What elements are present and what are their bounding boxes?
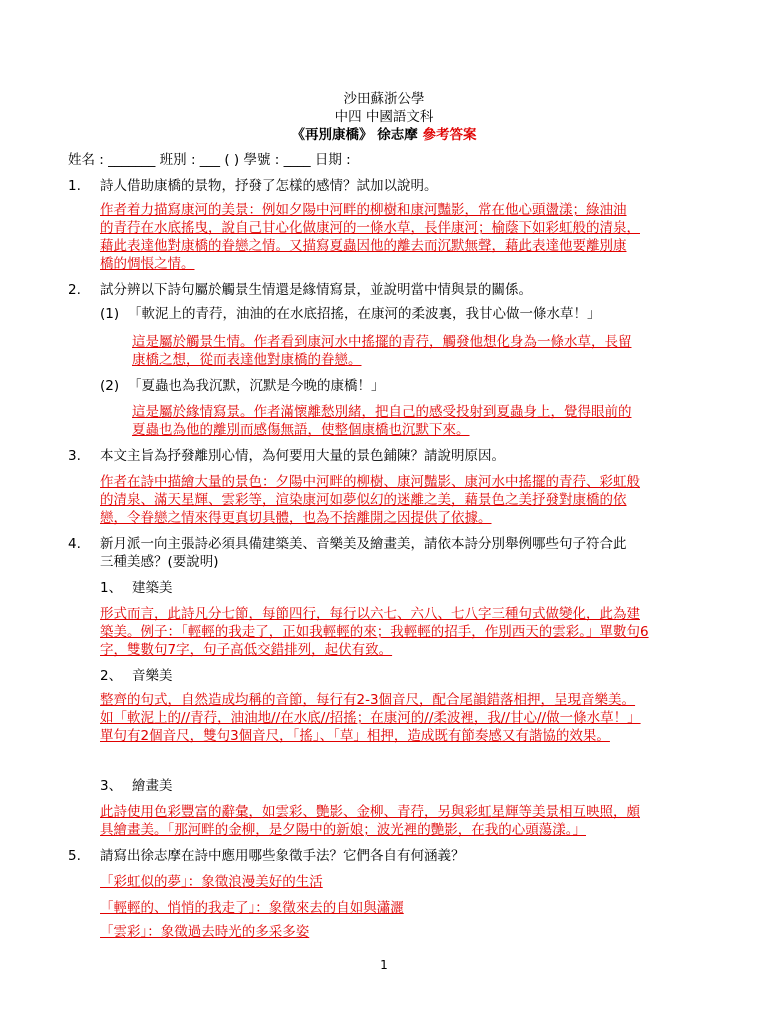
symbol-item: 「輕輕的、悄悄的我走了」：象徵來去的自如與瀟灑 <box>100 900 404 916</box>
answer-line: 戀，令眷戀之情來得更真切具體，也為不捨離開之因提供了依據。 <box>100 510 492 526</box>
document-title <box>0 126 768 144</box>
symbol-item: 「雲彩」：象徵過去時光的多采多姿 <box>100 924 310 940</box>
page-number: 1 <box>380 958 388 972</box>
sub-label: (1) <box>100 306 120 322</box>
answer-line: 如「軟泥上的//青荇，油油地//在水底//招搖；在康河的//柔波裡，我//甘心//做一條水草！」 <box>100 710 641 726</box>
student-info-line: 姓名 : _______ 班別 : ___ ( ) 學號 : ____ 日期 : <box>68 152 351 168</box>
answer-line: 康橋之想，從而表達他對康橋的眷戀。 <box>132 352 362 368</box>
answer-line: 作者在詩中描繪大量的景色：夕陽中河畔的柳樹、康河豔影、康河水中搖擺的青荇、彩虹般 <box>100 474 640 490</box>
question-number: 5. <box>68 848 81 864</box>
question-number: 3. <box>68 448 81 464</box>
question-text: 詩人借助康橋的景物，抒發了怎樣的感情？試加以說明。 <box>100 178 438 194</box>
part-label: 1、 <box>100 580 123 596</box>
answer-line: 單句有2個音尺，雙句3個音尺，「搖」、「草」相押，造成既有節奏感又有諧協的效果。 <box>100 728 610 744</box>
part-label: 2、 <box>100 668 123 684</box>
answer-line: 形式而言，此詩凡分七節，每節四行，每行以六七、六八、七八字三種句式做變化，此為建 <box>100 606 640 622</box>
question-text: 請寫出徐志摩在詩中應用哪些象徵手法？它們各自有何涵義？ <box>100 848 465 864</box>
question-text: 試分辨以下詩句屬於觸景生情還是緣情寫景，並說明當中情與景的關係。 <box>100 282 532 298</box>
answer-line: 此詩使用色彩豐富的辭彙，如雲彩、艷影、金柳、青荇，另與彩虹星輝等美景相互映照，頗 <box>100 804 640 820</box>
question-text: 本文主旨為抒發離別心情，為何要用大量的景色鋪陳？請說明原因。 <box>100 448 505 464</box>
answer-line: 這是屬於緣情寫景。作者滿懷離愁別緒，把自己的感受投射到夏蟲身上，覺得眼前的 <box>132 404 632 420</box>
part-name: 建築美 <box>132 580 173 596</box>
answer-line: 字，雙數句7字，句子高低交錯排列，起伏有致。 <box>100 642 393 658</box>
question-text: 三種美感？(要說明) <box>100 554 219 570</box>
school-name: 沙田蘇浙公學 <box>343 91 425 107</box>
question-number: 1. <box>68 178 81 194</box>
sub-label: (2) <box>100 378 120 394</box>
answer-line: 的青荇在水底搖曳，說自己甘心化做康河的一條水草，長伴康河；榆蔭下如彩虹般的清泉， <box>100 220 640 236</box>
poem-title: 《再別康橋》 徐志摩 <box>291 127 418 143</box>
answer-key-tag: 參考答案 <box>422 127 477 143</box>
answer-line: 夏蟲也為他的離別而感傷無語，使整個康橋也沉默下來。 <box>132 422 470 438</box>
answer-line: 藉此表達他對康橋的眷戀之情。又描寫夏蟲因他的離去而沉默無聲，藉此表達他要離別康 <box>100 238 627 254</box>
subject-line: 中四 中國語文科 <box>334 109 434 125</box>
answer-line: 橋的惆悵之情。 <box>100 256 195 272</box>
symbol-item: 「彩虹似的夢」：象徵浪漫美好的生活 <box>100 874 323 890</box>
question-number: 4. <box>68 536 81 552</box>
answer-line: 整齊的句式，自然造成均稱的音節，每行有2-3個音尺，配合尾韻錯落相押，呈現音樂美。 <box>100 692 636 708</box>
question-text: 新月派一向主張詩必須具備建築美、音樂美及繪畫美，請依本詩分別舉例哪些句子符合此 <box>100 536 627 552</box>
answer-line: 這是屬於觸景生情。作者看到康河水中搖擺的青荇，觸發他想化身為一條水草，長留 <box>132 334 632 350</box>
answer-line: 的清泉、滿天星輝、雲彩等，渲染康河如夢似幻的迷離之美，藉景色之美抒發對康橋的依 <box>100 492 627 508</box>
answer-line: 具繪畫美。「那河畔的金柳，是夕陽中的新娘；波光裡的艷影，在我的心頭蕩漾。」 <box>100 822 586 838</box>
sub-quote: 「軟泥上的青荇，油油的在水底招搖，在康河的柔波裏，我甘心做一條水草！」 <box>128 306 601 322</box>
part-label: 3、 <box>100 778 123 794</box>
sub-quote: 「夏蟲也為我沉默，沉默是今晚的康橋！」 <box>128 378 385 394</box>
part-name: 音樂美 <box>132 668 173 684</box>
question-number: 2. <box>68 282 81 298</box>
answer-line: 作者着力描寫康河的美景：例如夕陽中河畔的柳樹和康河豔影，常在他心頭盪漾；綠油油 <box>100 202 627 218</box>
answer-line: 築美。例子：「輕輕的我走了，正如我輕輕的來；我輕輕的招手，作別西天的雲彩。」單數句6 <box>100 624 649 640</box>
part-name: 繪畫美 <box>132 778 173 794</box>
